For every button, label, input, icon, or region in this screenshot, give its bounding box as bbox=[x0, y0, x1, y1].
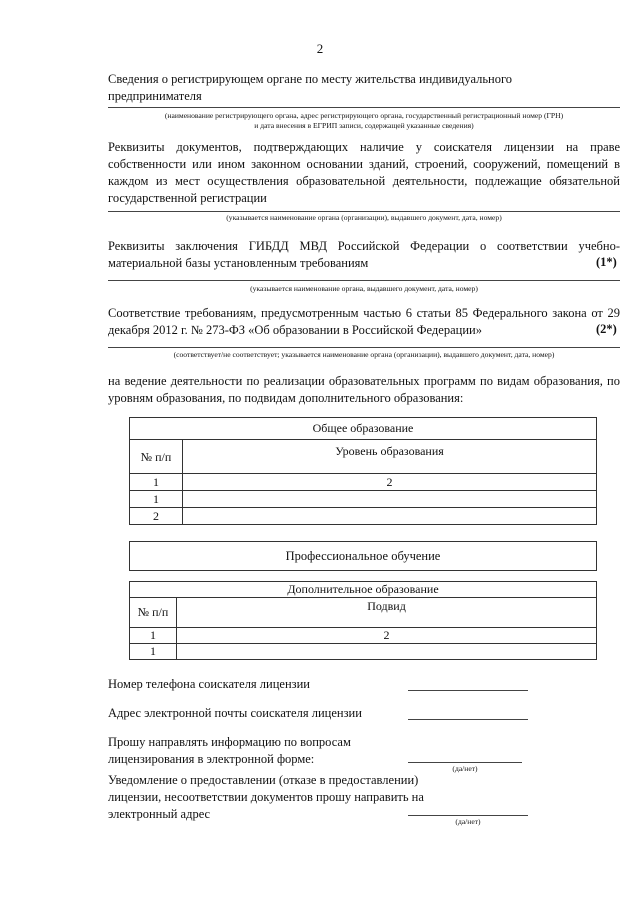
general-education-row-2-level bbox=[183, 491, 597, 508]
table-row bbox=[130, 474, 597, 491]
notification-field[interactable] bbox=[408, 815, 528, 816]
registering-body-caption-2: и дата внесения в ЕГРИП записи, содержащей указанные сведения) bbox=[254, 121, 474, 130]
table-row bbox=[130, 491, 597, 508]
additional-education-col-sub: Подвид bbox=[177, 598, 597, 628]
professional-training-box: Профессиональное обучение bbox=[129, 541, 597, 571]
gibdd-text: Реквизиты заключения ГИБДД МВД Российской Федерации о соответствии учебно-материальной базы установленным требованиям bbox=[108, 239, 620, 270]
general-education-col-level: Уровень образования bbox=[183, 440, 597, 474]
table-row bbox=[130, 628, 597, 644]
gibdd-line bbox=[108, 280, 620, 281]
additional-education-table bbox=[129, 581, 597, 660]
general-education-row-3-level bbox=[183, 508, 597, 525]
registering-body-title: Сведения о регистрирующем органе по месту жительства индивидуального предпринимателя bbox=[108, 72, 513, 103]
email-label: Адрес электронной почты соискателя лицензии bbox=[108, 706, 362, 720]
ownership-docs-text: Реквизиты документов, подтверждающих наличие у соискателя лицензии на праве собственности или ином законном основании зданий, строений, сооружений, помещений в каждом из мест осуществления образовательной деятельности, подлежащие обязательной государственной регистрации bbox=[108, 140, 620, 205]
additional-education-row-1-num: 1 bbox=[130, 628, 177, 644]
general-education-col-num: № п/п bbox=[130, 440, 183, 474]
info-request-field[interactable] bbox=[408, 762, 522, 763]
table-row bbox=[130, 644, 597, 660]
additional-education-row-2-num: 1 bbox=[130, 644, 177, 660]
ownership-docs-line bbox=[108, 211, 620, 212]
general-education-row-1-num: 1 bbox=[130, 474, 183, 491]
additional-education-title: Дополнительное образование bbox=[130, 582, 597, 598]
law-compliance-text: Соответствие требованиям, предусмотренным частью 6 статьи 85 Федерального закона от 29 декабря 2012 г. № 273-ФЗ «Об образовании в Российской Федерации» bbox=[108, 306, 620, 337]
general-education-row-1-level: 2 bbox=[183, 474, 597, 491]
table-row bbox=[130, 508, 597, 525]
notification-label: Уведомление о предоставлении (отказе в предоставлении) лицензии, несоответствии документов прошу направить на электронный адрес bbox=[108, 773, 424, 821]
gibdd-mark: (1*) bbox=[596, 255, 617, 269]
general-education-row-3-num: 2 bbox=[130, 508, 183, 525]
additional-education-row-2-sub bbox=[177, 644, 597, 660]
info-request-label: Прошу направлять информацию по вопросам лицензирования в электронной форме: bbox=[108, 735, 351, 766]
page-number: 2 bbox=[316, 41, 324, 56]
registering-body-line bbox=[108, 107, 620, 108]
law-compliance-caption: (соответствует/не соответствует; указывается наименование органа (организации), выдавшего документ, дата, номер) bbox=[173, 350, 555, 359]
phone-label: Номер телефона соискателя лицензии bbox=[108, 677, 310, 691]
additional-education-row-1-sub: 2 bbox=[177, 628, 597, 644]
law-compliance-line bbox=[108, 347, 620, 348]
registering-body-caption-1: (наименование регистрирующего органа, адрес регистрирующего органа, государственный регистрационный номер (ГРН) bbox=[164, 111, 564, 120]
general-education-table bbox=[129, 417, 597, 525]
intro-text: на ведение деятельности по реализации образовательных программ по видам образования, по уровням образования, по подвидам дополнительного образования: bbox=[108, 374, 620, 405]
general-education-row-2-num: 1 bbox=[130, 491, 183, 508]
info-request-yes-no: (да/нет) bbox=[452, 764, 478, 773]
additional-education-col-num: № п/п bbox=[130, 598, 177, 628]
ownership-docs-caption: (указывается наименование органа (организации), выдавшего документ, дата, номер) bbox=[226, 213, 502, 222]
general-education-title: Общее образование bbox=[130, 418, 597, 440]
notification-yes-no: (да/нет) bbox=[455, 817, 481, 826]
gibdd-caption: (указывается наименование органа, выдавшего документ, дата, номер) bbox=[250, 284, 478, 293]
law-compliance-mark: (2*) bbox=[596, 322, 617, 336]
phone-field[interactable] bbox=[408, 690, 528, 691]
email-field[interactable] bbox=[408, 719, 528, 720]
